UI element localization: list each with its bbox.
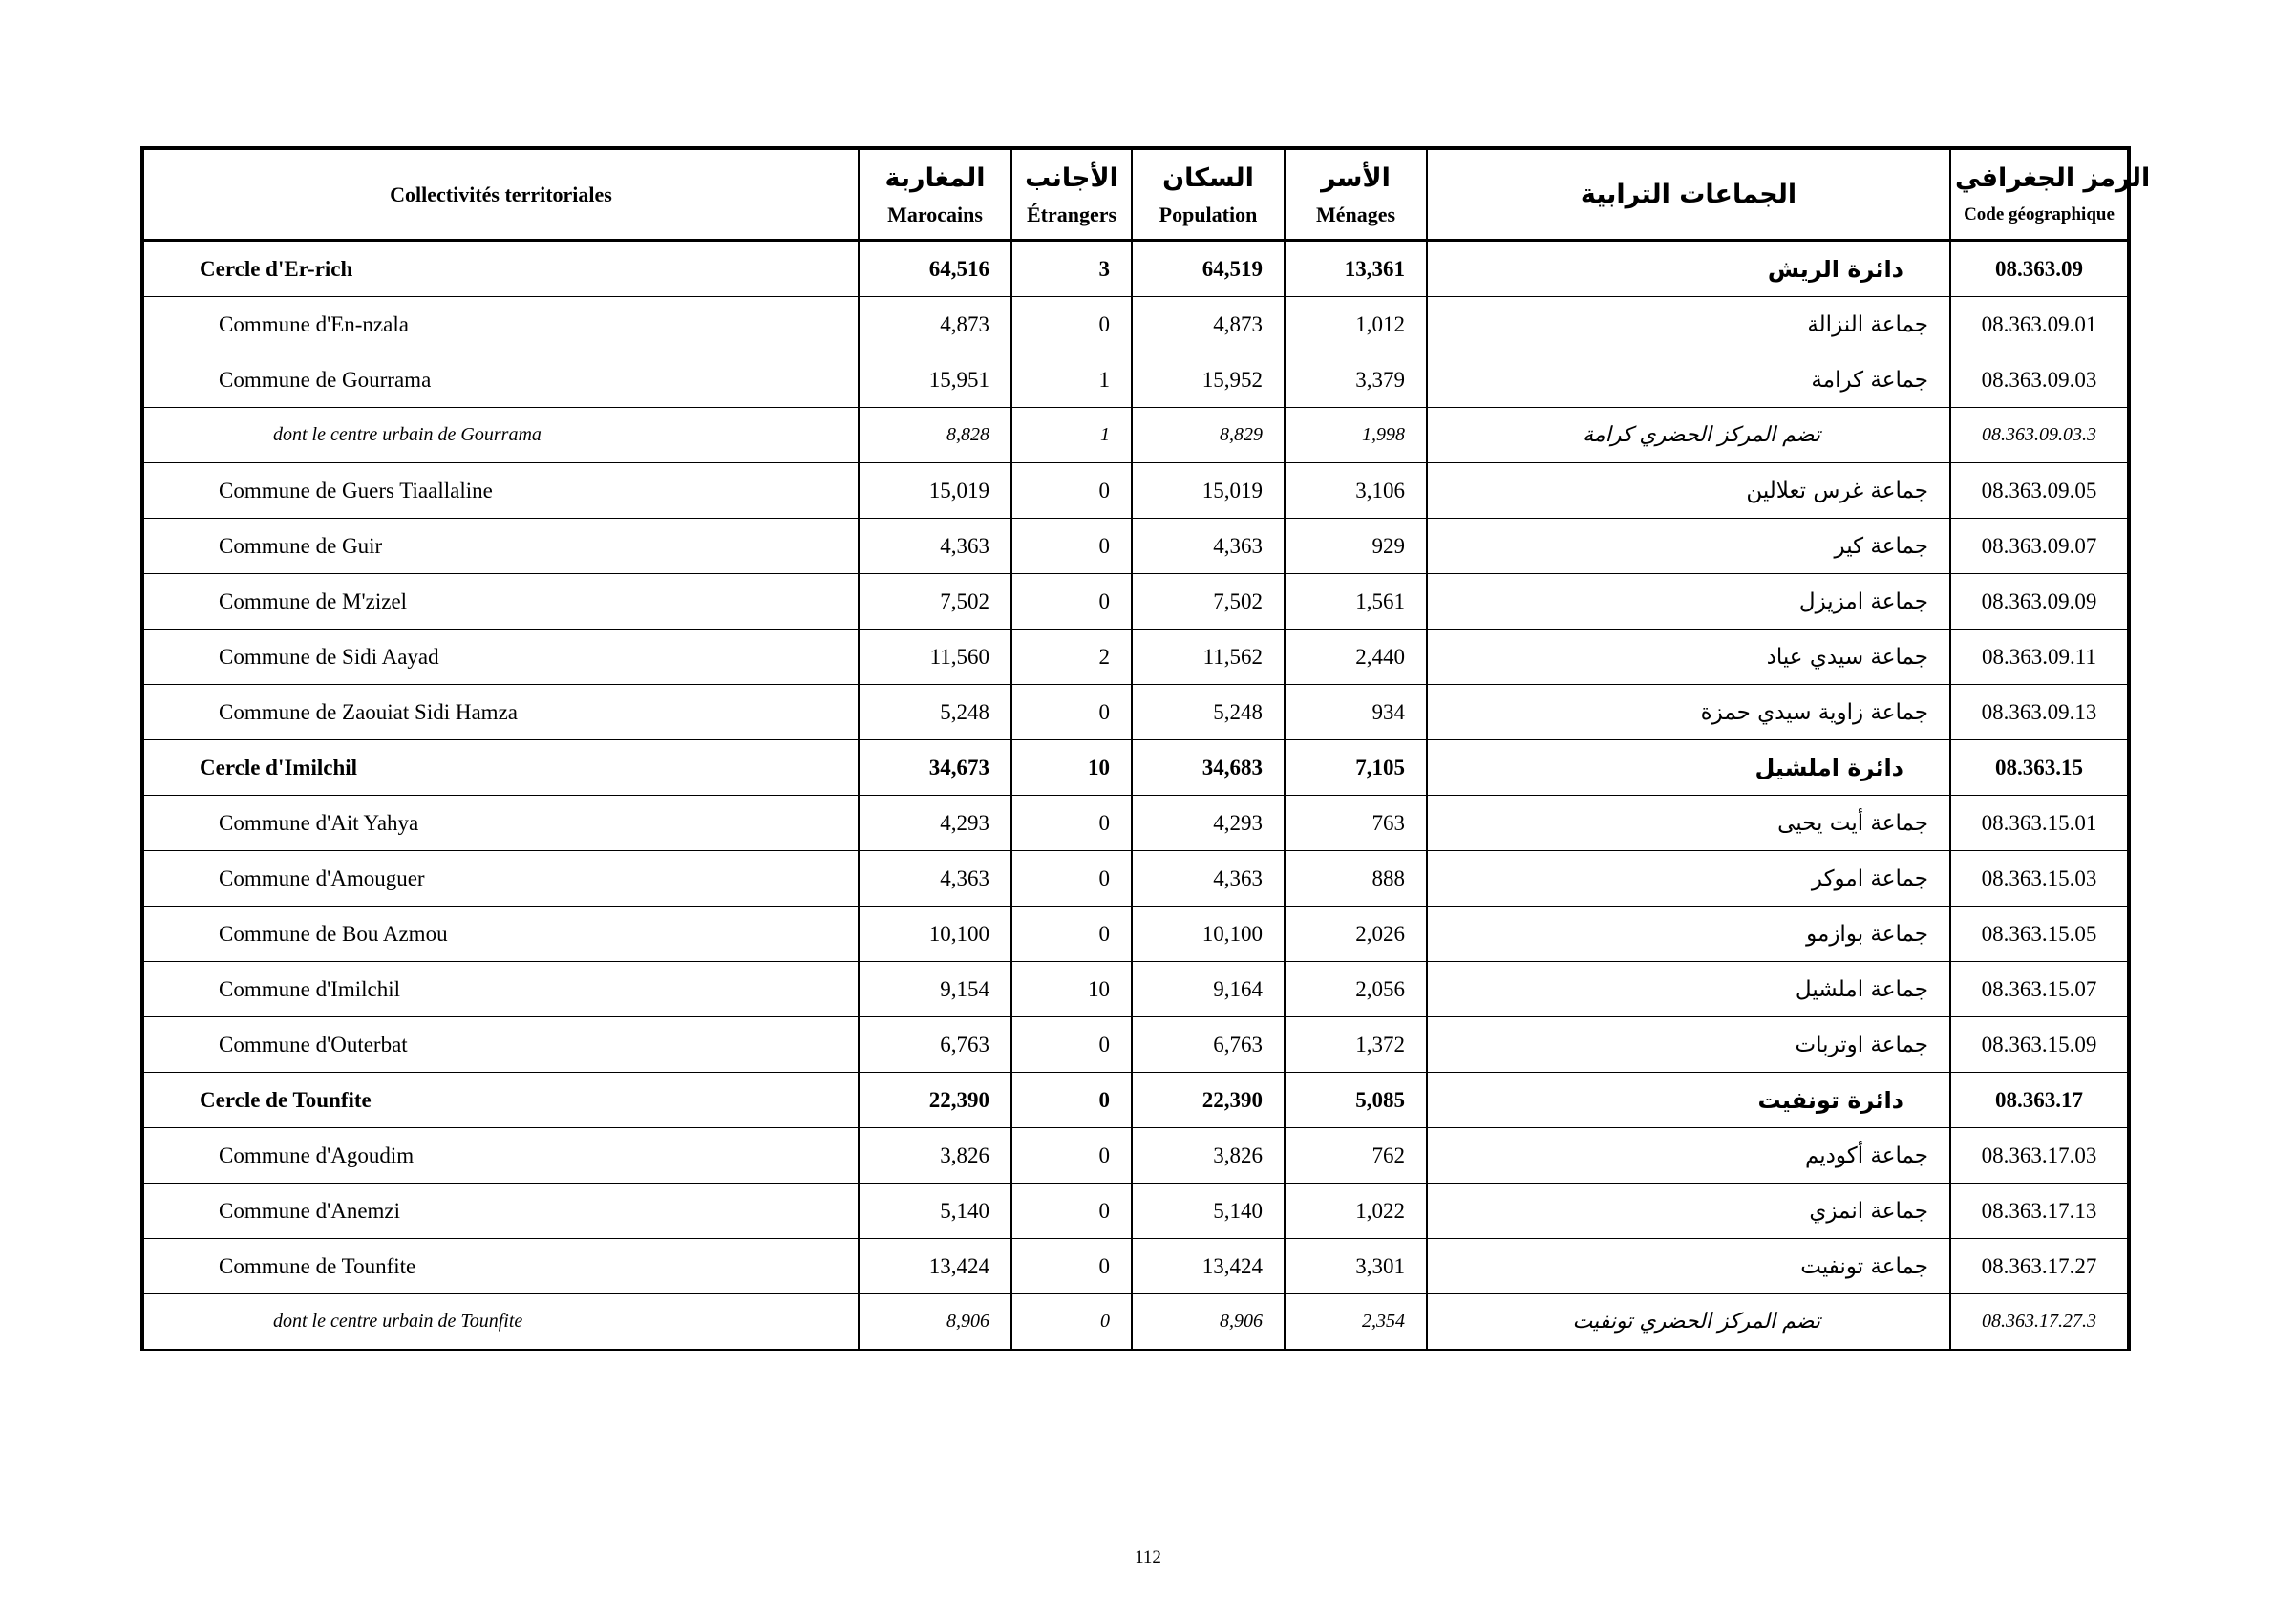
cell-etrangers: 0: [1011, 1073, 1132, 1128]
cell-population: 9,164: [1132, 962, 1285, 1017]
cell-name-ar: جماعة أيت يحيى: [1427, 796, 1950, 851]
cell-name: Commune d'Outerbat: [142, 1017, 859, 1073]
header-jamaat: [1427, 148, 1950, 241]
header-row: [142, 148, 2129, 241]
cell-code: 08.363.09.13: [1950, 685, 2129, 740]
cell-etrangers: 0: [1011, 907, 1132, 962]
cell-etrangers: 0: [1011, 851, 1132, 907]
cell-name-ar: جماعة النزالة: [1427, 297, 1950, 352]
cell-marocains: 4,363: [859, 851, 1011, 907]
cell-menages: 2,056: [1285, 962, 1427, 1017]
header-collectivites-label: Collectivités territoriales: [390, 182, 612, 206]
cell-etrangers: 10: [1011, 740, 1132, 796]
cell-marocains: 22,390: [859, 1073, 1011, 1128]
header-marocains-fr: Marocains: [887, 202, 983, 226]
cell-population: 6,763: [1132, 1017, 1285, 1073]
cell-menages: 934: [1285, 685, 1427, 740]
cell-menages: 2,440: [1285, 630, 1427, 685]
cell-etrangers: 3: [1011, 241, 1132, 297]
cell-menages: 1,998: [1285, 408, 1427, 463]
cell-etrangers: 2: [1011, 630, 1132, 685]
cell-menages: 1,561: [1285, 574, 1427, 630]
cell-name: Commune d'Anemzi: [142, 1184, 859, 1239]
cell-code: 08.363.15.09: [1950, 1017, 2129, 1073]
cell-name: Commune d'Agoudim: [142, 1128, 859, 1184]
header-menages-fr: Ménages: [1315, 202, 1396, 226]
cell-code: 08.363.17.27: [1950, 1239, 2129, 1294]
header-code-fr: Code géographique: [1964, 203, 2115, 224]
header-marocains-ar: المغاربة: [884, 162, 986, 193]
commune-row: [142, 352, 2129, 408]
cell-population: 3,826: [1132, 1128, 1285, 1184]
cell-population: 7,502: [1132, 574, 1285, 630]
cell-etrangers: 1: [1011, 408, 1132, 463]
cell-etrangers: 0: [1011, 1239, 1132, 1294]
cell-code: 08.363.15.03: [1950, 851, 2129, 907]
cell-name: Cercle d'Imilchil: [142, 740, 859, 796]
urban-center-row: [142, 408, 2129, 463]
cell-population: 13,424: [1132, 1239, 1285, 1294]
header-menages: [1285, 148, 1427, 241]
commune-row: [142, 297, 2129, 352]
cell-name: dont le centre urbain de Tounfite: [142, 1294, 859, 1351]
cell-name: Cercle de Tounfite: [142, 1073, 859, 1128]
cell-menages: 13,361: [1285, 241, 1427, 297]
table-header: [142, 148, 2151, 241]
header-population-ar: السكان: [1162, 162, 1254, 193]
cell-name: Cercle d'Er-rich: [142, 241, 859, 297]
cell-name-ar: جماعة سيدي عياد: [1427, 630, 1950, 685]
cell-name: Commune d'Ait Yahya: [142, 796, 859, 851]
cell-etrangers: 0: [1011, 1017, 1132, 1073]
header-code-ar: الرمز الجغرافي: [1955, 162, 2151, 193]
cell-etrangers: 1: [1011, 352, 1132, 408]
cell-code: 08.363.09.11: [1950, 630, 2129, 685]
cell-name-ar: دائرة املشيل: [1427, 740, 1950, 796]
cell-marocains: 3,826: [859, 1128, 1011, 1184]
header-code: [1950, 148, 2151, 241]
cell-population: 15,019: [1132, 463, 1285, 519]
cell-menages: 1,022: [1285, 1184, 1427, 1239]
cell-population: 5,140: [1132, 1184, 1285, 1239]
cell-code: 08.363.09.03.3: [1950, 408, 2129, 463]
cell-name-ar: جماعة امزيزل: [1427, 574, 1950, 630]
cell-etrangers: 0: [1011, 1294, 1132, 1351]
cell-name: Commune d'Imilchil: [142, 962, 859, 1017]
cell-marocains: 15,019: [859, 463, 1011, 519]
cell-code: 08.363.15.01: [1950, 796, 2129, 851]
cell-code: 08.363.15: [1950, 740, 2129, 796]
cell-name: Commune de Guir: [142, 519, 859, 574]
cell-marocains: 4,873: [859, 297, 1011, 352]
cell-code: 08.363.17.13: [1950, 1184, 2129, 1239]
cell-name-ar: جماعة بوازمو: [1427, 907, 1950, 962]
cell-marocains: 5,248: [859, 685, 1011, 740]
cell-menages: 2,026: [1285, 907, 1427, 962]
commune-row: [142, 1184, 2129, 1239]
cell-menages: 7,105: [1285, 740, 1427, 796]
header-menages-ar: الأسر: [1321, 162, 1391, 193]
commune-row: [142, 463, 2129, 519]
header-etrangers: [1011, 148, 1132, 241]
cercle-row: [142, 740, 2129, 796]
cell-name-ar: جماعة كير: [1427, 519, 1950, 574]
cell-marocains: 10,100: [859, 907, 1011, 962]
commune-row: [142, 574, 2129, 630]
cell-code: 08.363.09.09: [1950, 574, 2129, 630]
cell-marocains: 4,363: [859, 519, 1011, 574]
cell-etrangers: 0: [1011, 1128, 1132, 1184]
cell-name-ar: جماعة زاوية سيدي حمزة: [1427, 685, 1950, 740]
cell-etrangers: 0: [1011, 463, 1132, 519]
commune-row: [142, 1128, 2129, 1184]
cell-name: Commune de Guers Tiaallaline: [142, 463, 859, 519]
cell-code: 08.363.09.05: [1950, 463, 2129, 519]
cell-code: 08.363.09.07: [1950, 519, 2129, 574]
cell-name-ar: دائرة تونفيت: [1427, 1073, 1950, 1128]
cell-population: 4,293: [1132, 796, 1285, 851]
cell-menages: 2,354: [1285, 1294, 1427, 1351]
cell-menages: 763: [1285, 796, 1427, 851]
cell-population: 64,519: [1132, 241, 1285, 297]
cell-code: 08.363.09.03: [1950, 352, 2129, 408]
cell-population: 8,906: [1132, 1294, 1285, 1351]
cell-population: 22,390: [1132, 1073, 1285, 1128]
cell-name-ar: دائرة الريش: [1427, 241, 1950, 297]
cell-code: 08.363.15.05: [1950, 907, 2129, 962]
cell-code: 08.363.09: [1950, 241, 2129, 297]
header-marocains: [859, 148, 1011, 241]
cell-name-ar: جماعة اوتربات: [1427, 1017, 1950, 1073]
cell-etrangers: 0: [1011, 574, 1132, 630]
header-etrangers-fr: Étrangers: [1026, 202, 1117, 226]
cell-population: 4,363: [1132, 851, 1285, 907]
cell-name-ar: جماعة غرس تعلالين: [1427, 463, 1950, 519]
commune-row: [142, 1017, 2129, 1073]
cell-code: 08.363.17.03: [1950, 1128, 2129, 1184]
cell-code: 08.363.15.07: [1950, 962, 2129, 1017]
cell-name: Commune de Sidi Aayad: [142, 630, 859, 685]
cell-menages: 888: [1285, 851, 1427, 907]
commune-row: [142, 907, 2129, 962]
header-collectivites: [142, 148, 859, 241]
cell-name: dont le centre urbain de Gourrama: [142, 408, 859, 463]
commune-row: [142, 1239, 2129, 1294]
cell-name-ar: تضم المركز الحضري كرامة: [1427, 408, 1950, 463]
cell-menages: 3,106: [1285, 463, 1427, 519]
cell-etrangers: 0: [1011, 685, 1132, 740]
table-body: [142, 241, 2129, 1351]
commune-row: [142, 519, 2129, 574]
cell-population: 34,683: [1132, 740, 1285, 796]
cell-marocains: 64,516: [859, 241, 1011, 297]
header-jamaat-ar: الجماعات الترابية: [1580, 179, 1797, 209]
cell-menages: 929: [1285, 519, 1427, 574]
cell-name: Commune d'En-nzala: [142, 297, 859, 352]
commune-row: [142, 630, 2129, 685]
cell-code: 08.363.09.01: [1950, 297, 2129, 352]
commune-row: [142, 962, 2129, 1017]
cell-etrangers: 0: [1011, 519, 1132, 574]
cell-menages: 1,372: [1285, 1017, 1427, 1073]
cell-name-ar: جماعة اموكر: [1427, 851, 1950, 907]
cell-name-ar: جماعة املشيل: [1427, 962, 1950, 1017]
cell-marocains: 8,828: [859, 408, 1011, 463]
cell-etrangers: 10: [1011, 962, 1132, 1017]
cell-menages: 762: [1285, 1128, 1427, 1184]
cell-population: 11,562: [1132, 630, 1285, 685]
cell-name-ar: جماعة انمزي: [1427, 1184, 1950, 1239]
cell-name: Commune de Tounfite: [142, 1239, 859, 1294]
cell-code: 08.363.17: [1950, 1073, 2129, 1128]
header-population: [1132, 148, 1285, 241]
cell-code: 08.363.17.27.3: [1950, 1294, 2129, 1351]
cell-marocains: 5,140: [859, 1184, 1011, 1239]
cell-menages: 3,379: [1285, 352, 1427, 408]
cell-population: 10,100: [1132, 907, 1285, 962]
cell-population: 8,829: [1132, 408, 1285, 463]
cell-name: Commune de Zaouiat Sidi Hamza: [142, 685, 859, 740]
page-number: 112: [1135, 1548, 1161, 1568]
cell-population: 5,248: [1132, 685, 1285, 740]
cell-marocains: 11,560: [859, 630, 1011, 685]
census-table: [140, 146, 2151, 1351]
cell-name: Commune de Gourrama: [142, 352, 859, 408]
cell-etrangers: 0: [1011, 1184, 1132, 1239]
cell-menages: 1,012: [1285, 297, 1427, 352]
cell-population: 4,363: [1132, 519, 1285, 574]
cell-marocains: 15,951: [859, 352, 1011, 408]
cercle-row: [142, 241, 2129, 297]
commune-row: [142, 685, 2129, 740]
commune-row: [142, 796, 2129, 851]
cell-name-ar: جماعة أكوديم: [1427, 1128, 1950, 1184]
cell-marocains: 34,673: [859, 740, 1011, 796]
cell-marocains: 8,906: [859, 1294, 1011, 1351]
cell-name: Commune d'Amouguer: [142, 851, 859, 907]
cell-marocains: 4,293: [859, 796, 1011, 851]
cell-population: 15,952: [1132, 352, 1285, 408]
commune-row: [142, 851, 2129, 907]
header-population-fr: Population: [1159, 202, 1258, 226]
cercle-row: [142, 1073, 2129, 1128]
cell-etrangers: 0: [1011, 297, 1132, 352]
cell-name-ar: تضم المركز الحضري تونفيت: [1427, 1294, 1950, 1351]
cell-marocains: 9,154: [859, 962, 1011, 1017]
cell-menages: 3,301: [1285, 1239, 1427, 1294]
cell-menages: 5,085: [1285, 1073, 1427, 1128]
cell-marocains: 13,424: [859, 1239, 1011, 1294]
header-etrangers-ar: الأجانب: [1025, 162, 1118, 193]
cell-etrangers: 0: [1011, 796, 1132, 851]
cell-name: Commune de M'zizel: [142, 574, 859, 630]
cell-name-ar: جماعة كرامة: [1427, 352, 1950, 408]
cell-population: 4,873: [1132, 297, 1285, 352]
cell-marocains: 6,763: [859, 1017, 1011, 1073]
cell-name: Commune de Bou Azmou: [142, 907, 859, 962]
urban-center-row: [142, 1294, 2129, 1351]
cell-marocains: 7,502: [859, 574, 1011, 630]
cell-name-ar: جماعة تونفيت: [1427, 1239, 1950, 1294]
